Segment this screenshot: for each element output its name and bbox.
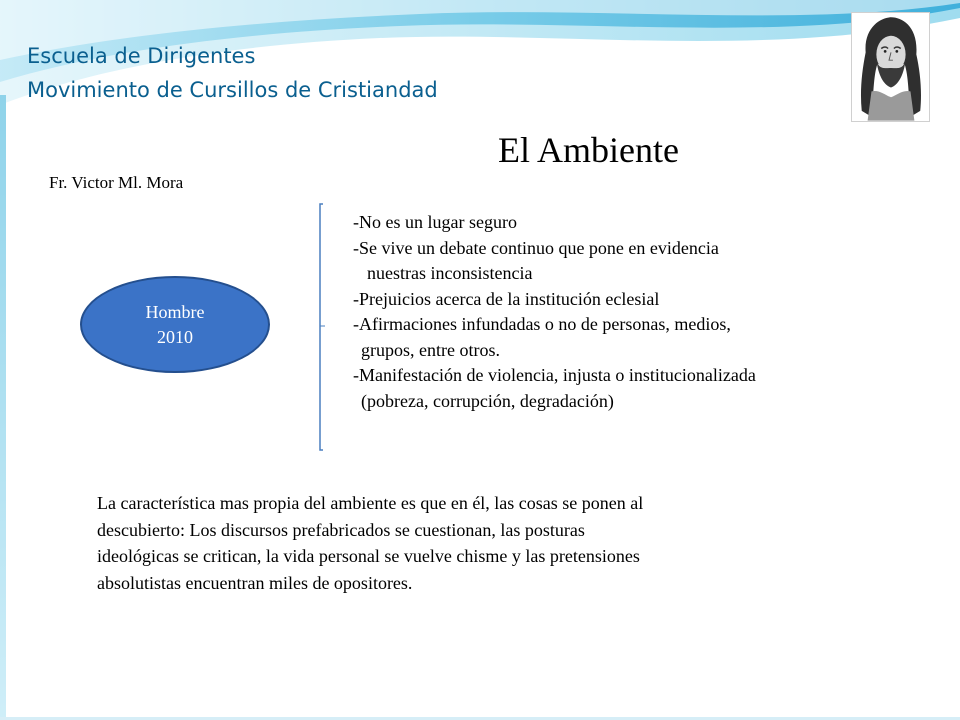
slide-title: El Ambiente xyxy=(498,130,679,170)
list-bracket xyxy=(314,203,326,451)
paragraph-line: La característica mas propia del ambiente es que en él, las cosas se ponen al xyxy=(97,493,644,513)
left-border-accent xyxy=(0,95,6,720)
concept-label: Hombre xyxy=(145,302,205,323)
concept-year: 2010 xyxy=(157,326,193,347)
list-item: -Prejuicios acerca de la institución eclesial xyxy=(353,288,660,309)
list-item-continuation: grupos, entre otros. xyxy=(361,339,500,360)
paragraph-line: descubierto: Los discursos prefabricados se cuestionan, las posturas xyxy=(97,519,585,540)
list-item-continuation: (pobreza, corrupción, degradación) xyxy=(361,390,614,411)
characteristics-list xyxy=(353,210,953,414)
summary-paragraph xyxy=(97,490,907,596)
list-item: -No es un lugar seguro xyxy=(353,212,517,232)
list-item: -Afirmaciones infundadas o no de personas, medios, xyxy=(353,314,731,334)
portrait-image xyxy=(851,12,930,122)
author-name: Fr. Victor Ml. Mora xyxy=(49,173,184,192)
header-school-name: Escuela de Dirigentes xyxy=(27,44,256,68)
concept-ellipse xyxy=(80,276,270,373)
paragraph-line: ideológicas se critican, la vida personal se vuelve chisme y las pretensiones xyxy=(97,546,640,566)
list-item: -Se vive un debate continuo que pone en evidencia xyxy=(353,237,719,258)
list-item-continuation: nuestras inconsistencia xyxy=(367,263,533,283)
header-movement-name: Movimiento de Cursillos de Cristiandad xyxy=(27,78,438,102)
list-item: -Manifestación de violencia, injusta o institucionalizada xyxy=(353,365,756,385)
paragraph-line: absolutistas encuentran miles de opositores. xyxy=(97,572,413,593)
